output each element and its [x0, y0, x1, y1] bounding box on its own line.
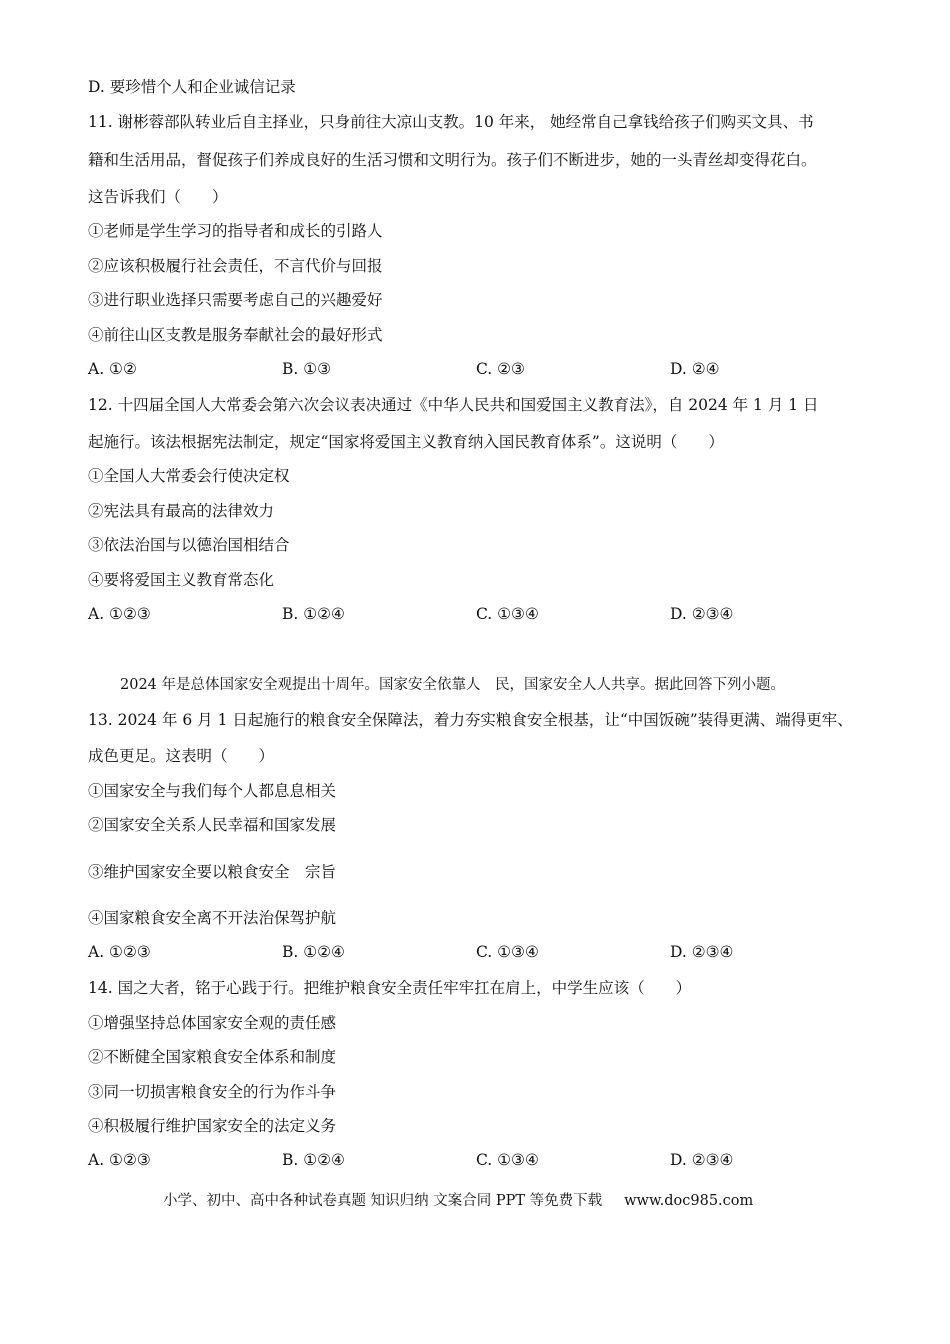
q12-statement-2: ②宪法具有最高的法律效力 — [88, 502, 275, 520]
q14-stem-line-1: 14. 国之大者，铭于心践于行。把维护粮食安全责任牢牢扛在肩上，中学生应该（ ） — [88, 979, 692, 997]
q11-statement-3: ③进行职业选择只需要考虑自己的兴趣爱好 — [88, 291, 383, 309]
q11-option-b: B. ①③ — [282, 360, 332, 378]
q11-stem-line-3: 这告诉我们（ ） — [88, 188, 228, 206]
q12-option-b: B. ①②④ — [282, 605, 345, 623]
q14-option-a: A. ①②③ — [88, 1151, 151, 1169]
q14-option-d: D. ②③④ — [670, 1151, 734, 1169]
q14-statement-4: ④积极履行维护国家安全的法定义务 — [88, 1117, 337, 1135]
q13-option-b: B. ①②④ — [282, 943, 345, 961]
q14-statement-2: ②不断健全国家粮食安全体系和制度 — [88, 1048, 337, 1066]
q12-statement-1: ①全国人大常委会行使决定权 — [88, 467, 290, 485]
page-footer — [163, 1191, 753, 1211]
q13-option-c: C. ①③④ — [476, 943, 539, 961]
q11-stem-line-2: 籍和生活用品，督促孩子们养成良好的生活习惯和文明行为。孩子们不断进步，她的一头青丝却变得花白。 — [88, 151, 817, 169]
q11-option-c: C. ②③ — [476, 360, 525, 378]
q11-option-d: D. ②④ — [670, 360, 720, 378]
q11-stem-line-1: 11. 谢彬蓉部队转业后自主择业，只身前往大凉山支教。10 年来， 她经常自己拿钱给孩子们购买文具、书 — [88, 113, 814, 131]
section-intro: 2024 年是总体国家安全观提出十周年。国家安全依靠人 民，国家安全人人共享。据此回答下列小题。 — [120, 677, 786, 693]
footer-text: 小学、初中、高中各种试卷真题 知识归纳 文案合同 PPT 等免费下载 — [163, 1193, 603, 1209]
q13-statement-4: ④国家粮食安全离不开法治保驾护航 — [88, 909, 337, 927]
q11-option-a: A. ①② — [88, 360, 137, 378]
q10-option-d: D. 要珍惜个人和企业诚信记录 — [88, 78, 296, 96]
q12-statement-4: ④要将爱国主义教育常态化 — [88, 571, 275, 589]
q12-option-c: C. ①③④ — [476, 605, 539, 623]
q13-statement-2: ②国家安全关系人民幸福和国家发展 — [88, 816, 337, 834]
q12-statement-3: ③依法治国与以德治国相结合 — [88, 536, 290, 554]
q12-stem-line-1: 12. 十四届全国人大常委会第六次会议表决通过《中华人民共和国爱国主义教育法》，自 2024 年 1 月 1 日 — [88, 396, 819, 414]
q12-option-d: D. ②③④ — [670, 605, 734, 623]
q11-statement-4: ④前往山区支教是服务奉献社会的最好形式 — [88, 326, 383, 344]
q14-statement-3: ③同一切损害粮食安全的行为作斗争 — [88, 1083, 337, 1101]
q12-stem-line-2: 起施行。该法根据宪法制定，规定“国家将爱国主义教育纳入国民教育体系”。这说明（ ） — [88, 433, 724, 451]
q13-stem-line-2: 成色更足。这表明（ ） — [88, 747, 275, 765]
q14-option-b: B. ①②④ — [282, 1151, 345, 1169]
q13-stem-line-1: 13. 2024 年 6 月 1 日起施行的粮食安全保障法，着力夯实粮食安全根基，让“中国饭碗”装得更满、端得更牢、 — [88, 711, 853, 729]
q11-statement-2: ②应该积极履行社会责任，不言代价与回报 — [88, 257, 383, 275]
q11-statement-1: ①老师是学生学习的指导者和成长的引路人 — [88, 222, 383, 240]
q12-option-a: A. ①②③ — [88, 605, 151, 623]
q13-statement-3: ③维护国家安全要以粮食安全 宗旨 — [88, 863, 337, 881]
q14-statement-1: ①增强坚持总体国家安全观的责任感 — [88, 1014, 337, 1032]
q14-option-c: C. ①③④ — [476, 1151, 539, 1169]
footer-url[interactable]: www.doc985.com — [624, 1193, 754, 1209]
q13-option-d: D. ②③④ — [670, 943, 734, 961]
q13-option-a: A. ①②③ — [88, 943, 151, 961]
q13-statement-1: ①国家安全与我们每个人都息息相关 — [88, 782, 337, 800]
